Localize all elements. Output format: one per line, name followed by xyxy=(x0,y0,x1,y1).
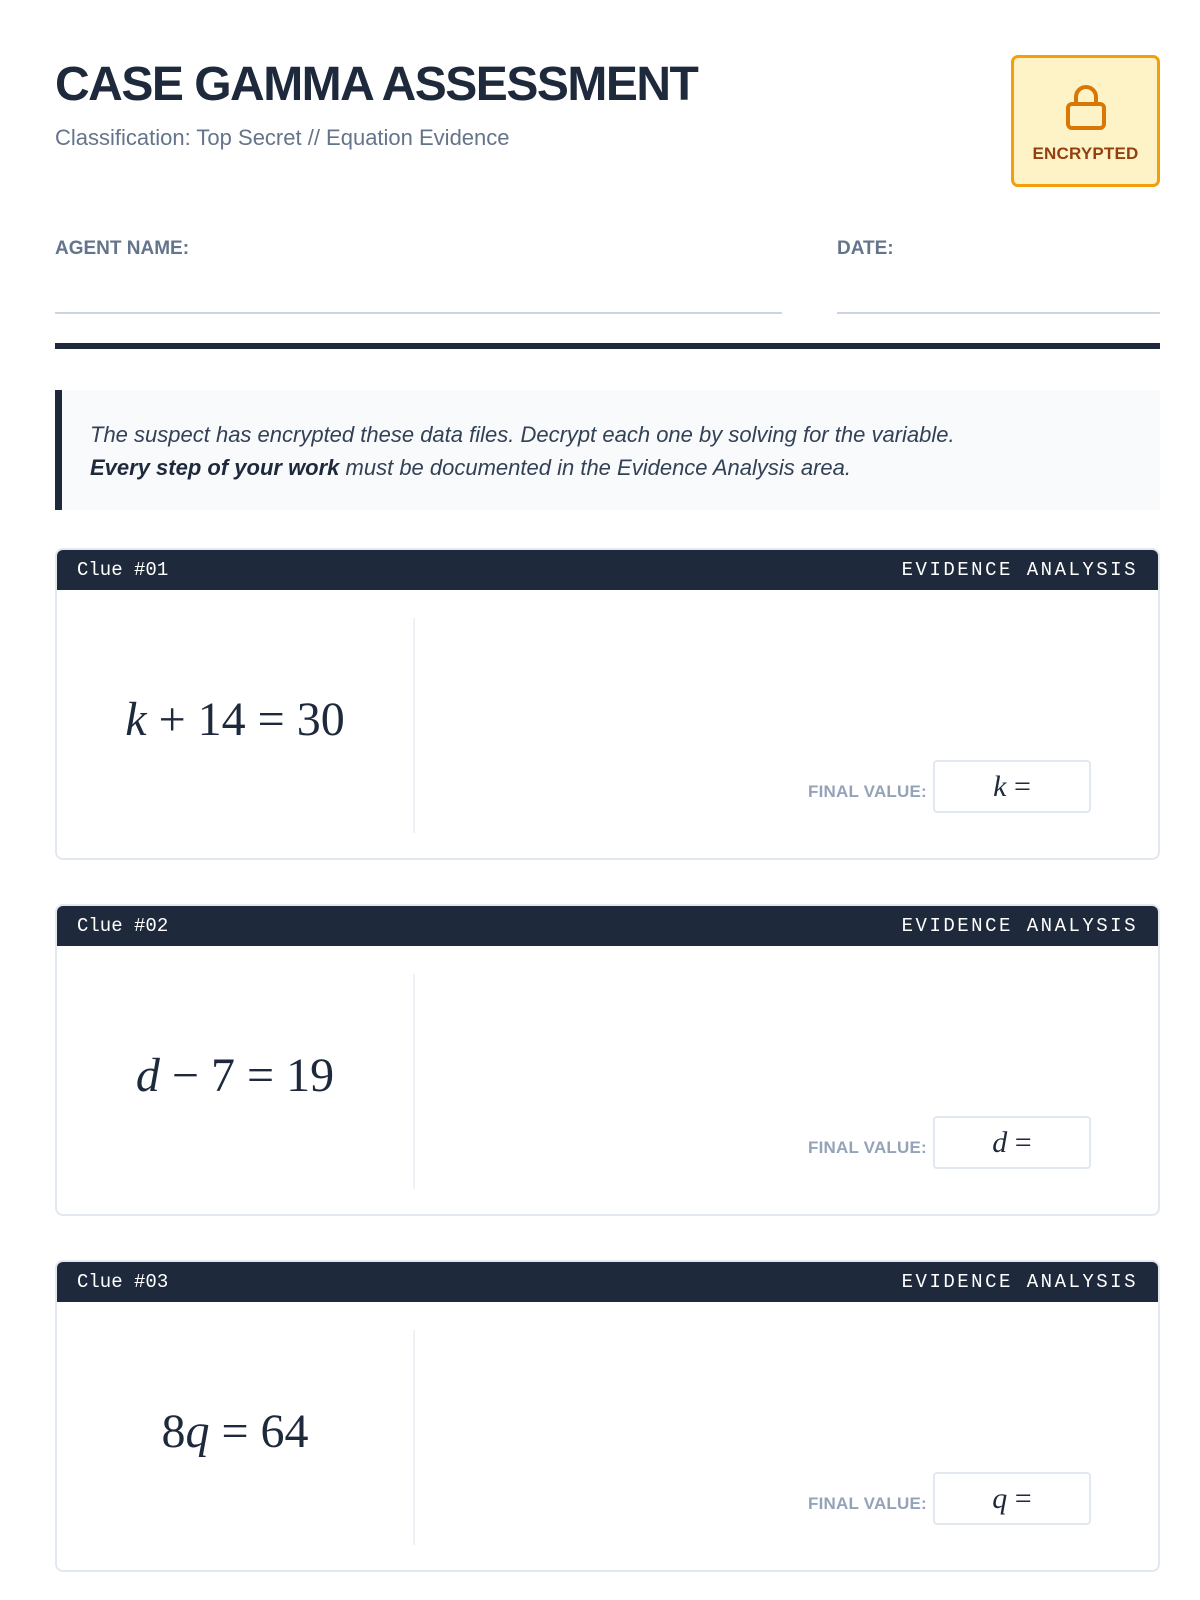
final-value-input[interactable] xyxy=(933,1472,1091,1525)
clue-header xyxy=(57,550,1158,590)
header xyxy=(55,55,1160,190)
equation-rest: = 64 xyxy=(209,1405,309,1458)
answer-variable: k xyxy=(993,770,1007,803)
clue-header xyxy=(57,906,1158,946)
work-area-divider xyxy=(413,618,415,833)
equation xyxy=(57,1392,413,1472)
clue-header xyxy=(57,1262,1158,1302)
equation-variable: k xyxy=(125,693,147,746)
badge-label: ENCRYPTED xyxy=(1032,144,1139,163)
clue-id: Clue #02 xyxy=(77,915,169,937)
final-value-label: FINAL VALUE: xyxy=(808,782,927,801)
instructions-line-1: The suspect has encrypted these data files. Decrypt each one by solving for the variable. xyxy=(90,422,955,447)
header-divider xyxy=(55,343,1160,349)
clue-card-02 xyxy=(55,904,1160,1216)
encrypted-badge xyxy=(1011,55,1160,187)
equation-rest: − 7 = 19 xyxy=(159,1049,335,1102)
final-value-input[interactable] xyxy=(933,1116,1091,1169)
evidence-analysis-label: EVIDENCE ANALYSIS xyxy=(901,915,1138,937)
date-line[interactable] xyxy=(837,312,1160,314)
lock-icon xyxy=(1063,82,1109,132)
answer-equals: = xyxy=(1007,1126,1032,1159)
equation-rest: + 14 = 30 xyxy=(146,693,345,746)
clue-id: Clue #01 xyxy=(77,559,169,581)
answer-equals: = xyxy=(1007,1482,1032,1515)
agent-info xyxy=(55,238,1160,318)
date-label: DATE: xyxy=(837,238,894,259)
final-value-label: FINAL VALUE: xyxy=(808,1138,927,1157)
work-area-divider xyxy=(413,974,415,1189)
evidence-analysis-label: EVIDENCE ANALYSIS xyxy=(901,559,1138,581)
agent-name-line[interactable] xyxy=(55,312,782,314)
worksheet-page xyxy=(55,0,1160,1600)
answer-equals: = xyxy=(1006,770,1031,803)
final-value-label: FINAL VALUE: xyxy=(808,1494,927,1513)
clue-card-03 xyxy=(55,1260,1160,1572)
instructions-emphasis: Every step of your work xyxy=(90,455,340,480)
work-area-divider xyxy=(413,1330,415,1545)
clue-id: Clue #03 xyxy=(77,1271,169,1293)
answer-variable: d xyxy=(992,1126,1008,1159)
evidence-analysis-label: EVIDENCE ANALYSIS xyxy=(901,1271,1138,1293)
instructions-callout xyxy=(55,390,1160,510)
equation-variable: d xyxy=(135,1049,160,1102)
equation-variable: q xyxy=(185,1405,210,1458)
answer-variable: q xyxy=(992,1482,1008,1515)
equation xyxy=(57,1036,413,1116)
agent-name-label: AGENT NAME: xyxy=(55,238,190,259)
equation-coefficient: 8 xyxy=(161,1405,186,1458)
final-value-input[interactable] xyxy=(933,760,1091,813)
instructions-line-2: must be documented in the Evidence Analysis area. xyxy=(339,455,852,480)
clue-card-01 xyxy=(55,548,1160,860)
page-title: CASE GAMMA ASSESSMENT xyxy=(55,58,698,111)
equation xyxy=(57,680,413,760)
page-subtitle: Classification: Top Secret // Equation Evidence xyxy=(55,125,510,150)
